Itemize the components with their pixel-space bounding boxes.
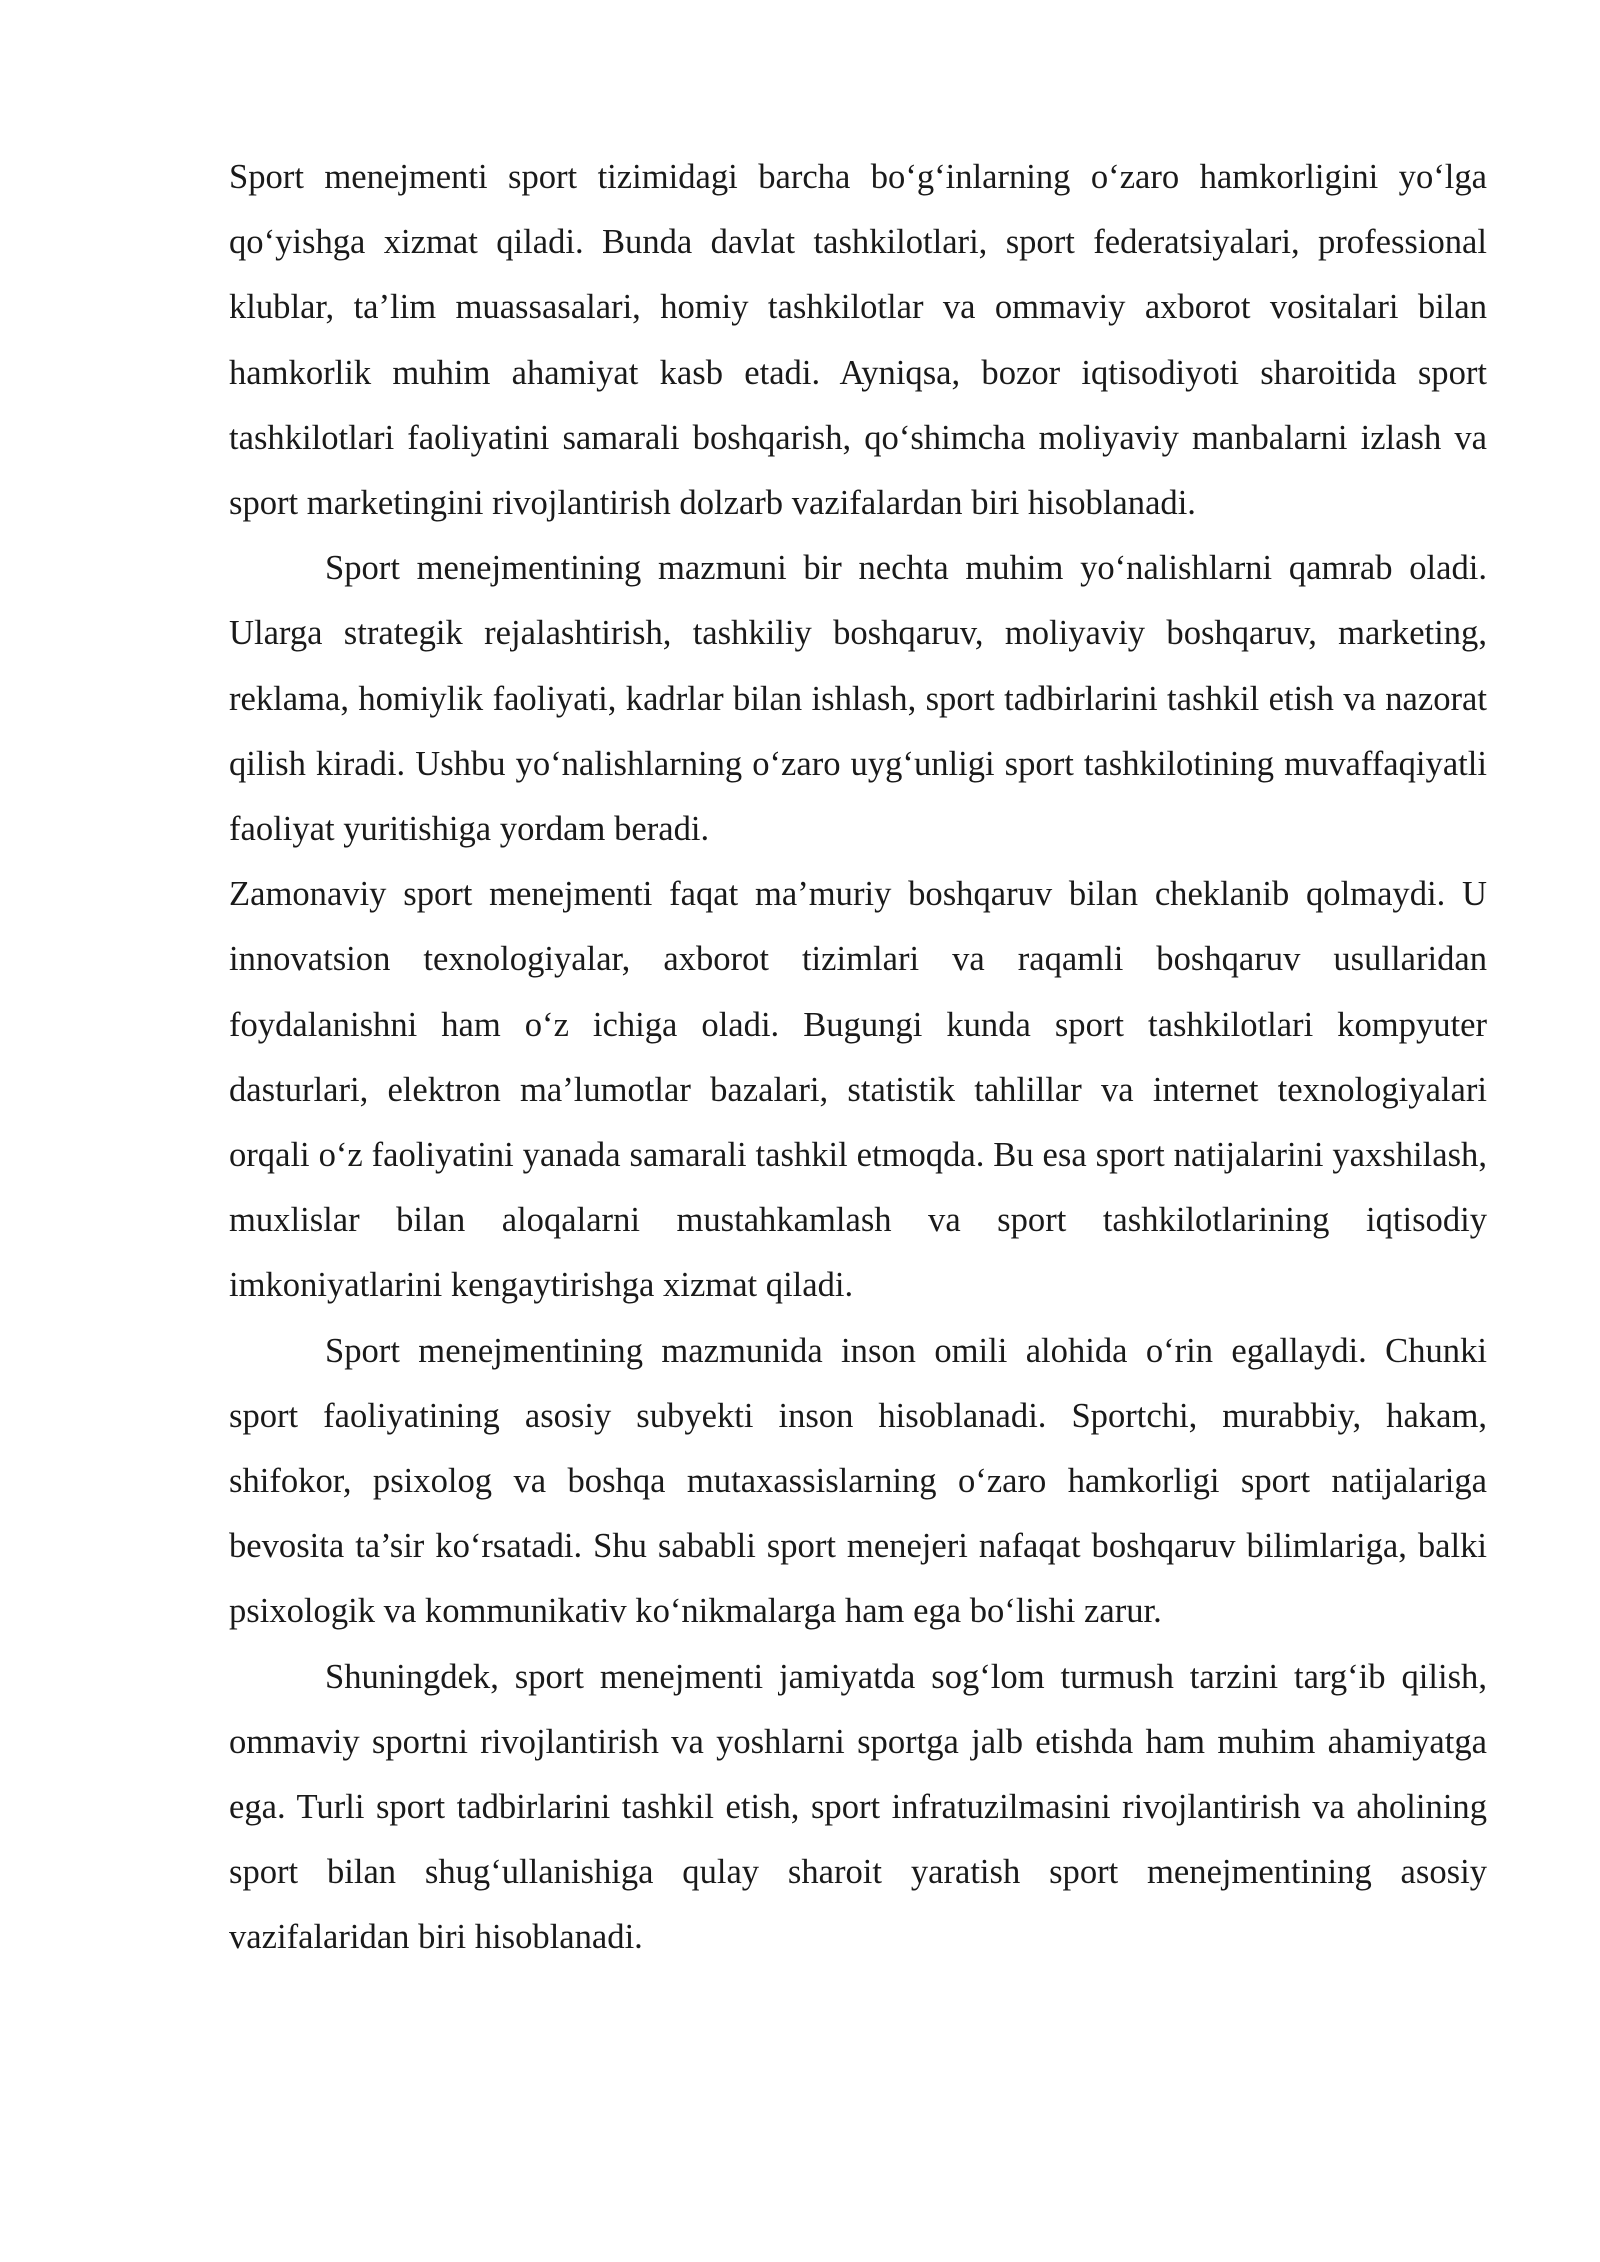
paragraph-2: Sport menejmentining mazmuni bir nechta muhim yo‘nalishlarni qamrab oladi. Ularga strategik rejalashtirish, tashkiliy boshqaruv, moliyaviy boshqaruv, marketing, reklama, homiylik faoliyati, kadrlar bilan ishlash, sport tadbirlarini tashkil etish va nazorat qilish kiradi. Ushbu yo‘nalishlarning o‘zaro uyg‘unligi sport tashkilotining muvaffaqiyatli faoliyat yuritishiga yordam beradi.: [229, 549, 1487, 849]
paragraph-3: Zamonaviy sport menejmenti faqat ma’muriy boshqaruv bilan cheklanib qolmaydi. U innovatsion texnologiyalar, axborot tizimlari va raqamli boshqaruv usullaridan foydalanishni ham o‘z ichiga oladi. Bugungi kunda sport tashkilotlari kompyuter dasturlari, elektron ma’lumotlar bazalari, statistik tahlillar va internet texnologiyalari orqali o‘z faoliyatini yanada samarali tashkil etmoqda. Bu esa sport natijalarini yaxshilash, muxlislar bilan aloqalarni mustahkamlash va sport tashkilotlarining iqtisodiy imkoniyatlarini kengaytirishga xizmat qiladi.: [229, 875, 1487, 1305]
paragraph-1: Sport menejmenti sport tizimidagi barcha bo‘g‘inlarning o‘zaro hamkorligini yo‘lga qo‘yishga xizmat qiladi. Bunda davlat tashkilotlari, sport federatsiyalari, professional klublar, ta’lim muassasalari, homiy tashkilotlar va ommaviy axborot vositalari bilan hamkorlik muhim ahamiyat kasb etadi. Ayniqsa, bozor iqtisodiyoti sharoitida sport tashkilotlari faoliyatini samarali boshqarish, qo‘shimcha moliyaviy manbalarni izlash va sport marketingini rivojlantirish dolzarb vazifalardan biri hisoblanadi.: [229, 158, 1487, 523]
paragraph-4: Sport menejmentining mazmunida inson omili alohida o‘rin egallaydi. Chunki sport faoliyatining asosiy subyekti inson hisoblanadi. Sportchi, murabbiy, hakam, shifokor, psixolog va boshqa mutaxassislarning o‘zaro hamkorligi sport natijalariga bevosita ta’sir ko‘rsatadi. Shu sababli sport menejeri nafaqat boshqaruv bilimlariga, balki psixologik va kommunikativ ko‘nikmalarga ham ega bo‘lishi zarur.: [229, 1331, 1487, 1631]
document-body: [229, 145, 1487, 1971]
paragraph-5: Shuningdek, sport menejmenti jamiyatda sog‘lom turmush tarzini targ‘ib qilish, ommaviy sportni rivojlantirish va yoshlarni sportga jalb etishda ham muhim ahamiyatga ega. Turli sport tadbirlarini tashkil etish, sport infratuzilmasini rivojlantirish va aholining sport bilan shug‘ullanishiga qulay sharoit yaratish sport menejmentining asosiy vazifalaridan biri hisoblanadi.: [229, 1657, 1487, 1957]
